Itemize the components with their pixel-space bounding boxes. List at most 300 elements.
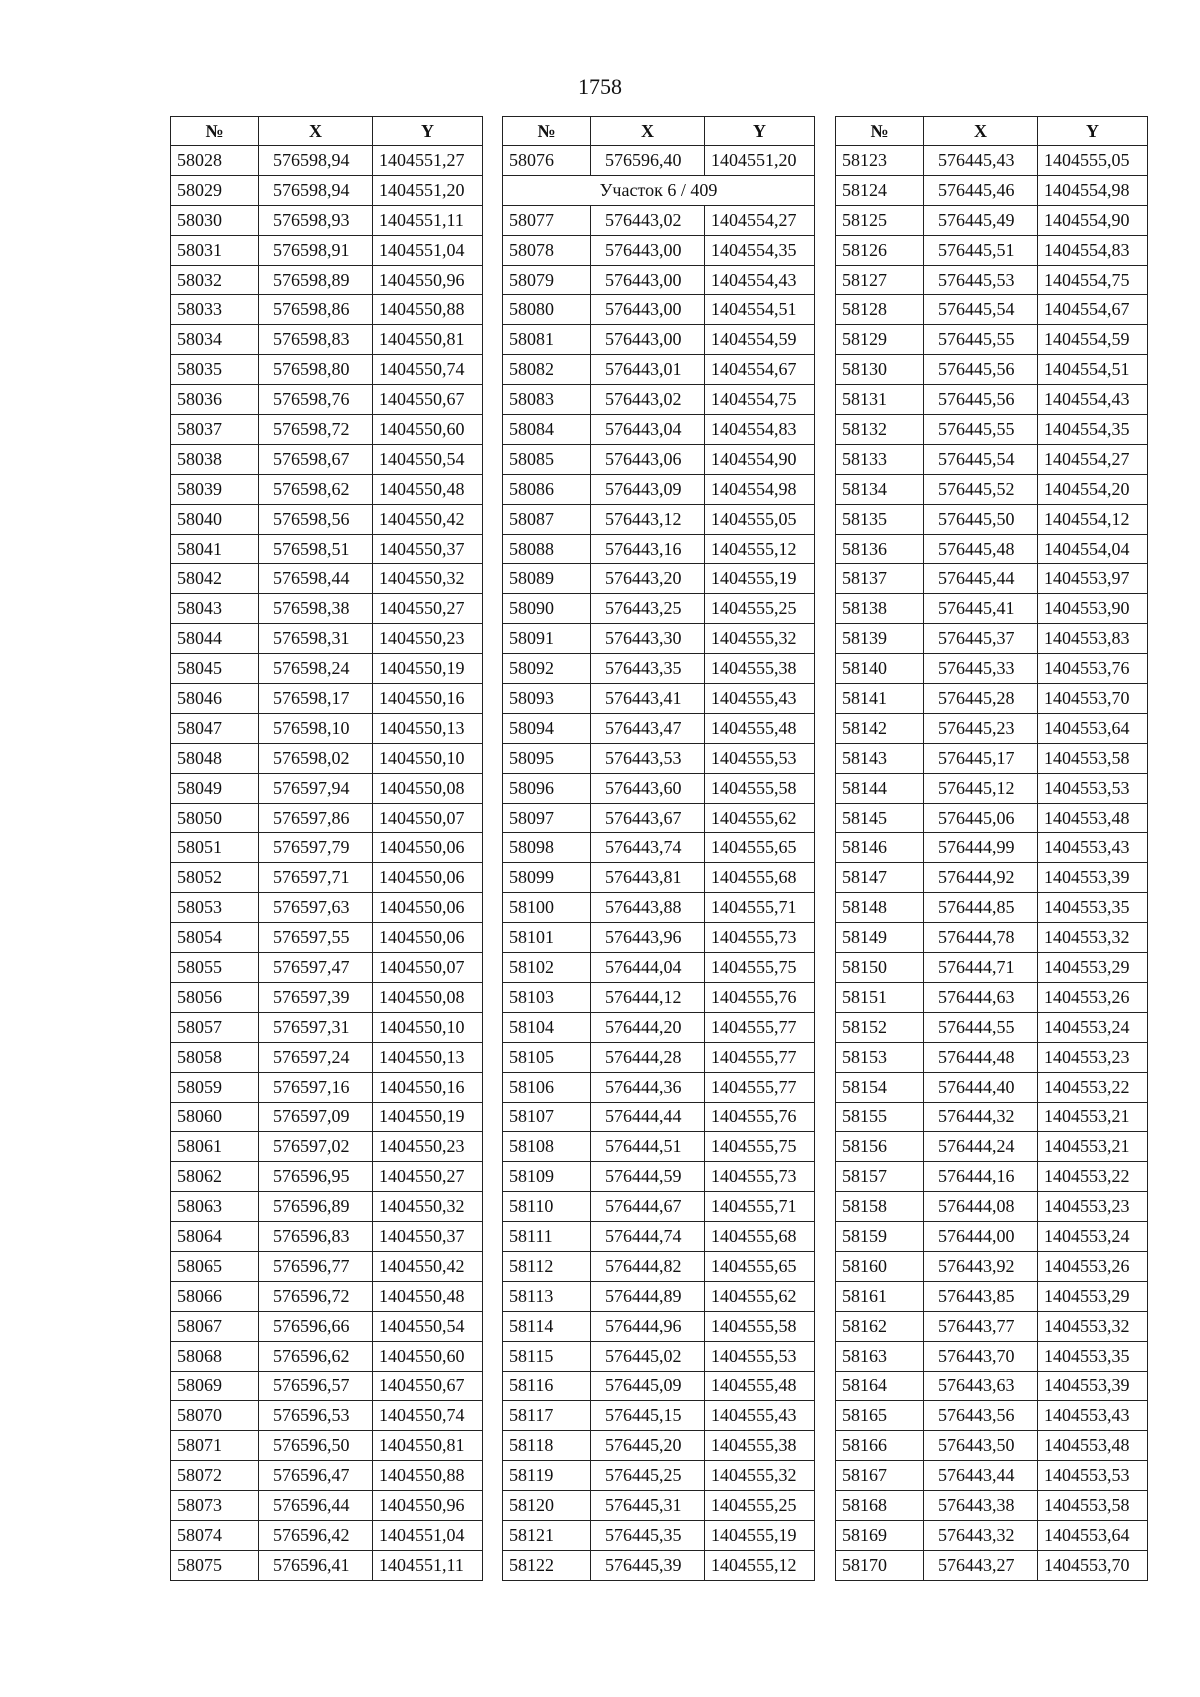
table-row <box>836 415 1148 445</box>
table-row <box>503 564 815 594</box>
page-number: 1758 <box>578 74 622 99</box>
x-coordinate-cell: 576597,86 <box>259 803 373 833</box>
point-number-cell: 58134 <box>836 474 924 504</box>
x-coordinate-cell: 576445,54 <box>924 444 1038 474</box>
point-number-cell: 58090 <box>503 594 591 624</box>
point-number-cell: 58064 <box>171 1222 259 1252</box>
table-row <box>171 953 483 983</box>
point-number-cell: 58096 <box>503 773 591 803</box>
table-row <box>836 295 1148 325</box>
header-number: № <box>836 117 924 146</box>
table-row <box>171 863 483 893</box>
table-row <box>171 1192 483 1222</box>
x-coordinate-cell: 576443,74 <box>591 833 705 863</box>
x-coordinate-cell: 576445,31 <box>591 1491 705 1521</box>
x-coordinate-cell: 576443,32 <box>924 1520 1038 1550</box>
point-number-cell: 58142 <box>836 713 924 743</box>
x-coordinate-cell: 576445,50 <box>924 504 1038 534</box>
point-number-cell: 58106 <box>503 1072 591 1102</box>
table-row <box>836 1012 1148 1042</box>
y-coordinate-cell: 1404553,22 <box>1038 1072 1148 1102</box>
table-row <box>503 803 815 833</box>
point-number-cell: 58156 <box>836 1132 924 1162</box>
table-row <box>171 325 483 355</box>
y-coordinate-cell: 1404550,16 <box>373 684 483 714</box>
table-row <box>171 743 483 773</box>
point-number-cell: 58158 <box>836 1192 924 1222</box>
x-coordinate-cell: 576444,78 <box>924 923 1038 953</box>
x-coordinate-cell: 576598,24 <box>259 654 373 684</box>
x-coordinate-cell: 576443,63 <box>924 1371 1038 1401</box>
y-coordinate-cell: 1404553,97 <box>1038 564 1148 594</box>
table-row <box>503 1520 815 1550</box>
table-row <box>171 1281 483 1311</box>
point-number-cell: 58092 <box>503 654 591 684</box>
point-number-cell: 58061 <box>171 1132 259 1162</box>
table-row <box>171 1042 483 1072</box>
x-coordinate-cell: 576444,44 <box>591 1102 705 1132</box>
y-coordinate-cell: 1404554,59 <box>705 325 815 355</box>
point-number-cell: 58049 <box>171 773 259 803</box>
x-coordinate-cell: 576597,71 <box>259 863 373 893</box>
x-coordinate-cell: 576443,60 <box>591 773 705 803</box>
table-row <box>503 1371 815 1401</box>
table-row <box>171 1132 483 1162</box>
table-row <box>171 833 483 863</box>
table-row <box>503 355 815 385</box>
point-number-cell: 58154 <box>836 1072 924 1102</box>
x-coordinate-cell: 576597,47 <box>259 953 373 983</box>
point-number-cell: 58048 <box>171 743 259 773</box>
table-row <box>503 1192 815 1222</box>
point-number-cell: 58153 <box>836 1042 924 1072</box>
x-coordinate-cell: 576444,12 <box>591 982 705 1012</box>
table-row <box>503 1042 815 1072</box>
y-coordinate-cell: 1404555,71 <box>705 893 815 923</box>
header-number: № <box>503 117 591 146</box>
table-row <box>836 1491 1148 1521</box>
x-coordinate-cell: 576596,41 <box>259 1550 373 1580</box>
y-coordinate-cell: 1404551,27 <box>373 146 483 176</box>
y-coordinate-cell: 1404553,43 <box>1038 833 1148 863</box>
x-coordinate-cell: 576445,55 <box>924 325 1038 355</box>
table-row <box>171 474 483 504</box>
x-coordinate-cell: 576444,67 <box>591 1192 705 1222</box>
x-coordinate-cell: 576443,02 <box>591 205 705 235</box>
table-row <box>836 713 1148 743</box>
y-coordinate-cell: 1404555,12 <box>705 534 815 564</box>
y-coordinate-cell: 1404553,22 <box>1038 1162 1148 1192</box>
point-number-cell: 58086 <box>503 474 591 504</box>
x-coordinate-cell: 576445,33 <box>924 654 1038 684</box>
x-coordinate-cell: 576444,96 <box>591 1311 705 1341</box>
table-row <box>836 1550 1148 1580</box>
x-coordinate-cell: 576443,38 <box>924 1491 1038 1521</box>
point-number-cell: 58107 <box>503 1102 591 1132</box>
table-row <box>836 265 1148 295</box>
y-coordinate-cell: 1404555,71 <box>705 1192 815 1222</box>
y-coordinate-cell: 1404555,53 <box>705 743 815 773</box>
x-coordinate-cell: 576598,17 <box>259 684 373 714</box>
table-row <box>503 713 815 743</box>
table-row <box>171 1102 483 1132</box>
y-coordinate-cell: 1404555,65 <box>705 833 815 863</box>
x-coordinate-cell: 576443,88 <box>591 893 705 923</box>
table-row <box>503 1012 815 1042</box>
table-row <box>836 1222 1148 1252</box>
x-coordinate-cell: 576445,55 <box>924 415 1038 445</box>
y-coordinate-cell: 1404550,88 <box>373 1461 483 1491</box>
x-coordinate-cell: 576596,77 <box>259 1251 373 1281</box>
point-number-cell: 58131 <box>836 385 924 415</box>
header-number: № <box>171 117 259 146</box>
table-row <box>503 534 815 564</box>
x-coordinate-cell: 576598,02 <box>259 743 373 773</box>
point-number-cell: 58056 <box>171 982 259 1012</box>
x-coordinate-cell: 576598,44 <box>259 564 373 594</box>
y-coordinate-cell: 1404555,38 <box>705 654 815 684</box>
x-coordinate-cell: 576445,25 <box>591 1461 705 1491</box>
y-coordinate-cell: 1404555,32 <box>705 624 815 654</box>
point-number-cell: 58074 <box>171 1520 259 1550</box>
point-number-cell: 58041 <box>171 534 259 564</box>
table-row <box>171 1341 483 1371</box>
table-row <box>836 1401 1148 1431</box>
x-coordinate-cell: 576598,72 <box>259 415 373 445</box>
y-coordinate-cell: 1404555,73 <box>705 923 815 953</box>
x-coordinate-cell: 576443,25 <box>591 594 705 624</box>
x-coordinate-cell: 576443,67 <box>591 803 705 833</box>
point-number-cell: 58110 <box>503 1192 591 1222</box>
table-row <box>503 654 815 684</box>
y-coordinate-cell: 1404550,08 <box>373 773 483 803</box>
table-row <box>503 1311 815 1341</box>
coordinates-table-3 <box>835 116 1148 1581</box>
y-coordinate-cell: 1404555,53 <box>705 1341 815 1371</box>
y-coordinate-cell: 1404550,81 <box>373 325 483 355</box>
table-row <box>836 385 1148 415</box>
x-coordinate-cell: 576445,02 <box>591 1341 705 1371</box>
y-coordinate-cell: 1404555,77 <box>705 1042 815 1072</box>
x-coordinate-cell: 576443,00 <box>591 235 705 265</box>
x-coordinate-cell: 576443,00 <box>591 295 705 325</box>
point-number-cell: 58145 <box>836 803 924 833</box>
point-number-cell: 58097 <box>503 803 591 833</box>
point-number-cell: 58163 <box>836 1341 924 1371</box>
point-number-cell: 58113 <box>503 1281 591 1311</box>
y-coordinate-cell: 1404550,96 <box>373 1491 483 1521</box>
y-coordinate-cell: 1404550,13 <box>373 713 483 743</box>
point-number-cell: 58111 <box>503 1222 591 1252</box>
y-coordinate-cell: 1404555,48 <box>705 1371 815 1401</box>
point-number-cell: 58128 <box>836 295 924 325</box>
point-number-cell: 58115 <box>503 1341 591 1371</box>
point-number-cell: 58167 <box>836 1461 924 1491</box>
y-coordinate-cell: 1404550,07 <box>373 953 483 983</box>
x-coordinate-cell: 576444,89 <box>591 1281 705 1311</box>
y-coordinate-cell: 1404550,27 <box>373 1162 483 1192</box>
point-number-cell: 58031 <box>171 235 259 265</box>
table-row <box>171 1550 483 1580</box>
point-number-cell: 58164 <box>836 1371 924 1401</box>
x-coordinate-cell: 576444,00 <box>924 1222 1038 1252</box>
table-row <box>836 564 1148 594</box>
x-coordinate-cell: 576443,81 <box>591 863 705 893</box>
table-row <box>171 1012 483 1042</box>
x-coordinate-cell: 576444,99 <box>924 833 1038 863</box>
point-number-cell: 58088 <box>503 534 591 564</box>
y-coordinate-cell: 1404554,98 <box>1038 175 1148 205</box>
y-coordinate-cell: 1404554,27 <box>705 205 815 235</box>
point-number-cell: 58121 <box>503 1520 591 1550</box>
x-coordinate-cell: 576445,41 <box>924 594 1038 624</box>
y-coordinate-cell: 1404553,35 <box>1038 893 1148 923</box>
y-coordinate-cell: 1404554,98 <box>705 474 815 504</box>
table-row <box>171 1491 483 1521</box>
point-number-cell: 58079 <box>503 265 591 295</box>
y-coordinate-cell: 1404554,83 <box>1038 235 1148 265</box>
x-coordinate-cell: 576444,51 <box>591 1132 705 1162</box>
table-row <box>836 833 1148 863</box>
point-number-cell: 58081 <box>503 325 591 355</box>
point-number-cell: 58082 <box>503 355 591 385</box>
y-coordinate-cell: 1404553,43 <box>1038 1401 1148 1431</box>
point-number-cell: 58105 <box>503 1042 591 1072</box>
header-y: Y <box>705 117 815 146</box>
y-coordinate-cell: 1404550,06 <box>373 833 483 863</box>
x-coordinate-cell: 576596,95 <box>259 1162 373 1192</box>
x-coordinate-cell: 576444,59 <box>591 1162 705 1192</box>
table-body <box>836 146 1148 1581</box>
x-coordinate-cell: 576445,39 <box>591 1550 705 1580</box>
table-row <box>836 1192 1148 1222</box>
point-number-cell: 58057 <box>171 1012 259 1042</box>
x-coordinate-cell: 576596,53 <box>259 1401 373 1431</box>
y-coordinate-cell: 1404555,76 <box>705 982 815 1012</box>
point-number-cell: 58168 <box>836 1491 924 1521</box>
point-number-cell: 58034 <box>171 325 259 355</box>
point-number-cell: 58129 <box>836 325 924 355</box>
point-number-cell: 58137 <box>836 564 924 594</box>
point-number-cell: 58116 <box>503 1371 591 1401</box>
point-number-cell: 58045 <box>171 654 259 684</box>
table-row <box>836 1042 1148 1072</box>
y-coordinate-cell: 1404553,64 <box>1038 1520 1148 1550</box>
y-coordinate-cell: 1404550,06 <box>373 893 483 923</box>
y-coordinate-cell: 1404550,42 <box>373 1251 483 1281</box>
table-row <box>171 1371 483 1401</box>
table-row <box>836 235 1148 265</box>
y-coordinate-cell: 1404555,73 <box>705 1162 815 1192</box>
point-number-cell: 58143 <box>836 743 924 773</box>
table-row <box>503 624 815 654</box>
y-coordinate-cell: 1404550,54 <box>373 444 483 474</box>
table-row <box>836 1162 1148 1192</box>
point-number-cell: 58093 <box>503 684 591 714</box>
y-coordinate-cell: 1404554,51 <box>1038 355 1148 385</box>
table-row <box>503 893 815 923</box>
table-row <box>503 295 815 325</box>
y-coordinate-cell: 1404550,07 <box>373 803 483 833</box>
table-row <box>836 355 1148 385</box>
table-row <box>171 175 483 205</box>
point-number-cell: 58095 <box>503 743 591 773</box>
table-row <box>503 594 815 624</box>
x-coordinate-cell: 576444,74 <box>591 1222 705 1252</box>
x-coordinate-cell: 576443,56 <box>924 1401 1038 1431</box>
point-number-cell: 58152 <box>836 1012 924 1042</box>
x-coordinate-cell: 576598,91 <box>259 235 373 265</box>
y-coordinate-cell: 1404553,70 <box>1038 684 1148 714</box>
table-row <box>503 385 815 415</box>
table-row <box>836 1102 1148 1132</box>
y-coordinate-cell: 1404555,75 <box>705 1132 815 1162</box>
x-coordinate-cell: 576596,40 <box>591 146 705 176</box>
x-coordinate-cell: 576596,62 <box>259 1341 373 1371</box>
y-coordinate-cell: 1404550,32 <box>373 1192 483 1222</box>
point-number-cell: 58147 <box>836 863 924 893</box>
point-number-cell: 58136 <box>836 534 924 564</box>
y-coordinate-cell: 1404550,37 <box>373 1222 483 1252</box>
table-row <box>503 1132 815 1162</box>
y-coordinate-cell: 1404551,11 <box>373 205 483 235</box>
point-number-cell: 58058 <box>171 1042 259 1072</box>
table-row <box>836 743 1148 773</box>
x-coordinate-cell: 576445,23 <box>924 713 1038 743</box>
y-coordinate-cell: 1404554,35 <box>1038 415 1148 445</box>
table-row <box>171 1311 483 1341</box>
table-row <box>836 1132 1148 1162</box>
y-coordinate-cell: 1404550,48 <box>373 1281 483 1311</box>
x-coordinate-cell: 576445,51 <box>924 235 1038 265</box>
point-number-cell: 58044 <box>171 624 259 654</box>
point-number-cell: 58080 <box>503 295 591 325</box>
table-row <box>836 923 1148 953</box>
y-coordinate-cell: 1404550,08 <box>373 982 483 1012</box>
table-row <box>503 1550 815 1580</box>
x-coordinate-cell: 576443,00 <box>591 265 705 295</box>
x-coordinate-cell: 576445,46 <box>924 175 1038 205</box>
point-number-cell: 58148 <box>836 893 924 923</box>
y-coordinate-cell: 1404553,39 <box>1038 1371 1148 1401</box>
table-row <box>171 594 483 624</box>
point-number-cell: 58077 <box>503 205 591 235</box>
table-row <box>503 743 815 773</box>
x-coordinate-cell: 576443,44 <box>924 1461 1038 1491</box>
point-number-cell: 58055 <box>171 953 259 983</box>
y-coordinate-cell: 1404553,23 <box>1038 1042 1148 1072</box>
table-row <box>171 1162 483 1192</box>
table-row <box>503 415 815 445</box>
y-coordinate-cell: 1404553,32 <box>1038 923 1148 953</box>
y-coordinate-cell: 1404555,58 <box>705 773 815 803</box>
table-row <box>503 1461 815 1491</box>
point-number-cell: 58070 <box>171 1401 259 1431</box>
point-number-cell: 58161 <box>836 1281 924 1311</box>
point-number-cell: 58108 <box>503 1132 591 1162</box>
x-coordinate-cell: 576443,16 <box>591 534 705 564</box>
point-number-cell: 58165 <box>836 1401 924 1431</box>
x-coordinate-cell: 576598,86 <box>259 295 373 325</box>
y-coordinate-cell: 1404554,59 <box>1038 325 1148 355</box>
point-number-cell: 58126 <box>836 235 924 265</box>
x-coordinate-cell: 576597,09 <box>259 1102 373 1132</box>
y-coordinate-cell: 1404554,83 <box>705 415 815 445</box>
point-number-cell: 58091 <box>503 624 591 654</box>
y-coordinate-cell: 1404553,76 <box>1038 654 1148 684</box>
y-coordinate-cell: 1404550,10 <box>373 1012 483 1042</box>
x-coordinate-cell: 576445,43 <box>924 146 1038 176</box>
x-coordinate-cell: 576445,09 <box>591 1371 705 1401</box>
y-coordinate-cell: 1404550,60 <box>373 1341 483 1371</box>
x-coordinate-cell: 576596,72 <box>259 1281 373 1311</box>
point-number-cell: 58028 <box>171 146 259 176</box>
table-row <box>836 1341 1148 1371</box>
y-coordinate-cell: 1404551,04 <box>373 235 483 265</box>
x-coordinate-cell: 576445,15 <box>591 1401 705 1431</box>
y-coordinate-cell: 1404553,21 <box>1038 1102 1148 1132</box>
y-coordinate-cell: 1404555,77 <box>705 1012 815 1042</box>
x-coordinate-cell: 576444,92 <box>924 863 1038 893</box>
table-row <box>836 1251 1148 1281</box>
x-coordinate-cell: 576443,27 <box>924 1550 1038 1580</box>
table-row <box>503 923 815 953</box>
x-coordinate-cell: 576596,42 <box>259 1520 373 1550</box>
header-x: X <box>259 117 373 146</box>
point-number-cell: 58037 <box>171 415 259 445</box>
x-coordinate-cell: 576445,35 <box>591 1520 705 1550</box>
point-number-cell: 58039 <box>171 474 259 504</box>
y-coordinate-cell: 1404553,24 <box>1038 1222 1148 1252</box>
point-number-cell: 58117 <box>503 1401 591 1431</box>
x-coordinate-cell: 576445,48 <box>924 534 1038 564</box>
x-coordinate-cell: 576444,36 <box>591 1072 705 1102</box>
x-coordinate-cell: 576598,89 <box>259 265 373 295</box>
y-coordinate-cell: 1404550,74 <box>373 355 483 385</box>
x-coordinate-cell: 576596,47 <box>259 1461 373 1491</box>
y-coordinate-cell: 1404554,75 <box>705 385 815 415</box>
point-number-cell: 58084 <box>503 415 591 445</box>
table-row <box>836 624 1148 654</box>
table-row <box>171 295 483 325</box>
table-row <box>836 773 1148 803</box>
point-number-cell: 58032 <box>171 265 259 295</box>
table-row <box>836 863 1148 893</box>
y-coordinate-cell: 1404555,68 <box>705 1222 815 1252</box>
y-coordinate-cell: 1404553,39 <box>1038 863 1148 893</box>
point-number-cell: 58101 <box>503 923 591 953</box>
coordinates-table-1 <box>170 116 483 1581</box>
x-coordinate-cell: 576443,04 <box>591 415 705 445</box>
y-coordinate-cell: 1404555,65 <box>705 1251 815 1281</box>
y-coordinate-cell: 1404555,48 <box>705 713 815 743</box>
coordinates-table-2 <box>502 116 815 1581</box>
point-number-cell: 58050 <box>171 803 259 833</box>
y-coordinate-cell: 1404554,35 <box>705 235 815 265</box>
x-coordinate-cell: 576445,06 <box>924 803 1038 833</box>
point-number-cell: 58066 <box>171 1281 259 1311</box>
table-row <box>836 325 1148 355</box>
y-coordinate-cell: 1404550,67 <box>373 1371 483 1401</box>
point-number-cell: 58099 <box>503 863 591 893</box>
table-row <box>171 1222 483 1252</box>
x-coordinate-cell: 576443,35 <box>591 654 705 684</box>
y-coordinate-cell: 1404553,53 <box>1038 1461 1148 1491</box>
y-coordinate-cell: 1404555,38 <box>705 1431 815 1461</box>
x-coordinate-cell: 576597,31 <box>259 1012 373 1042</box>
x-coordinate-cell: 576443,85 <box>924 1281 1038 1311</box>
table-row <box>171 1251 483 1281</box>
